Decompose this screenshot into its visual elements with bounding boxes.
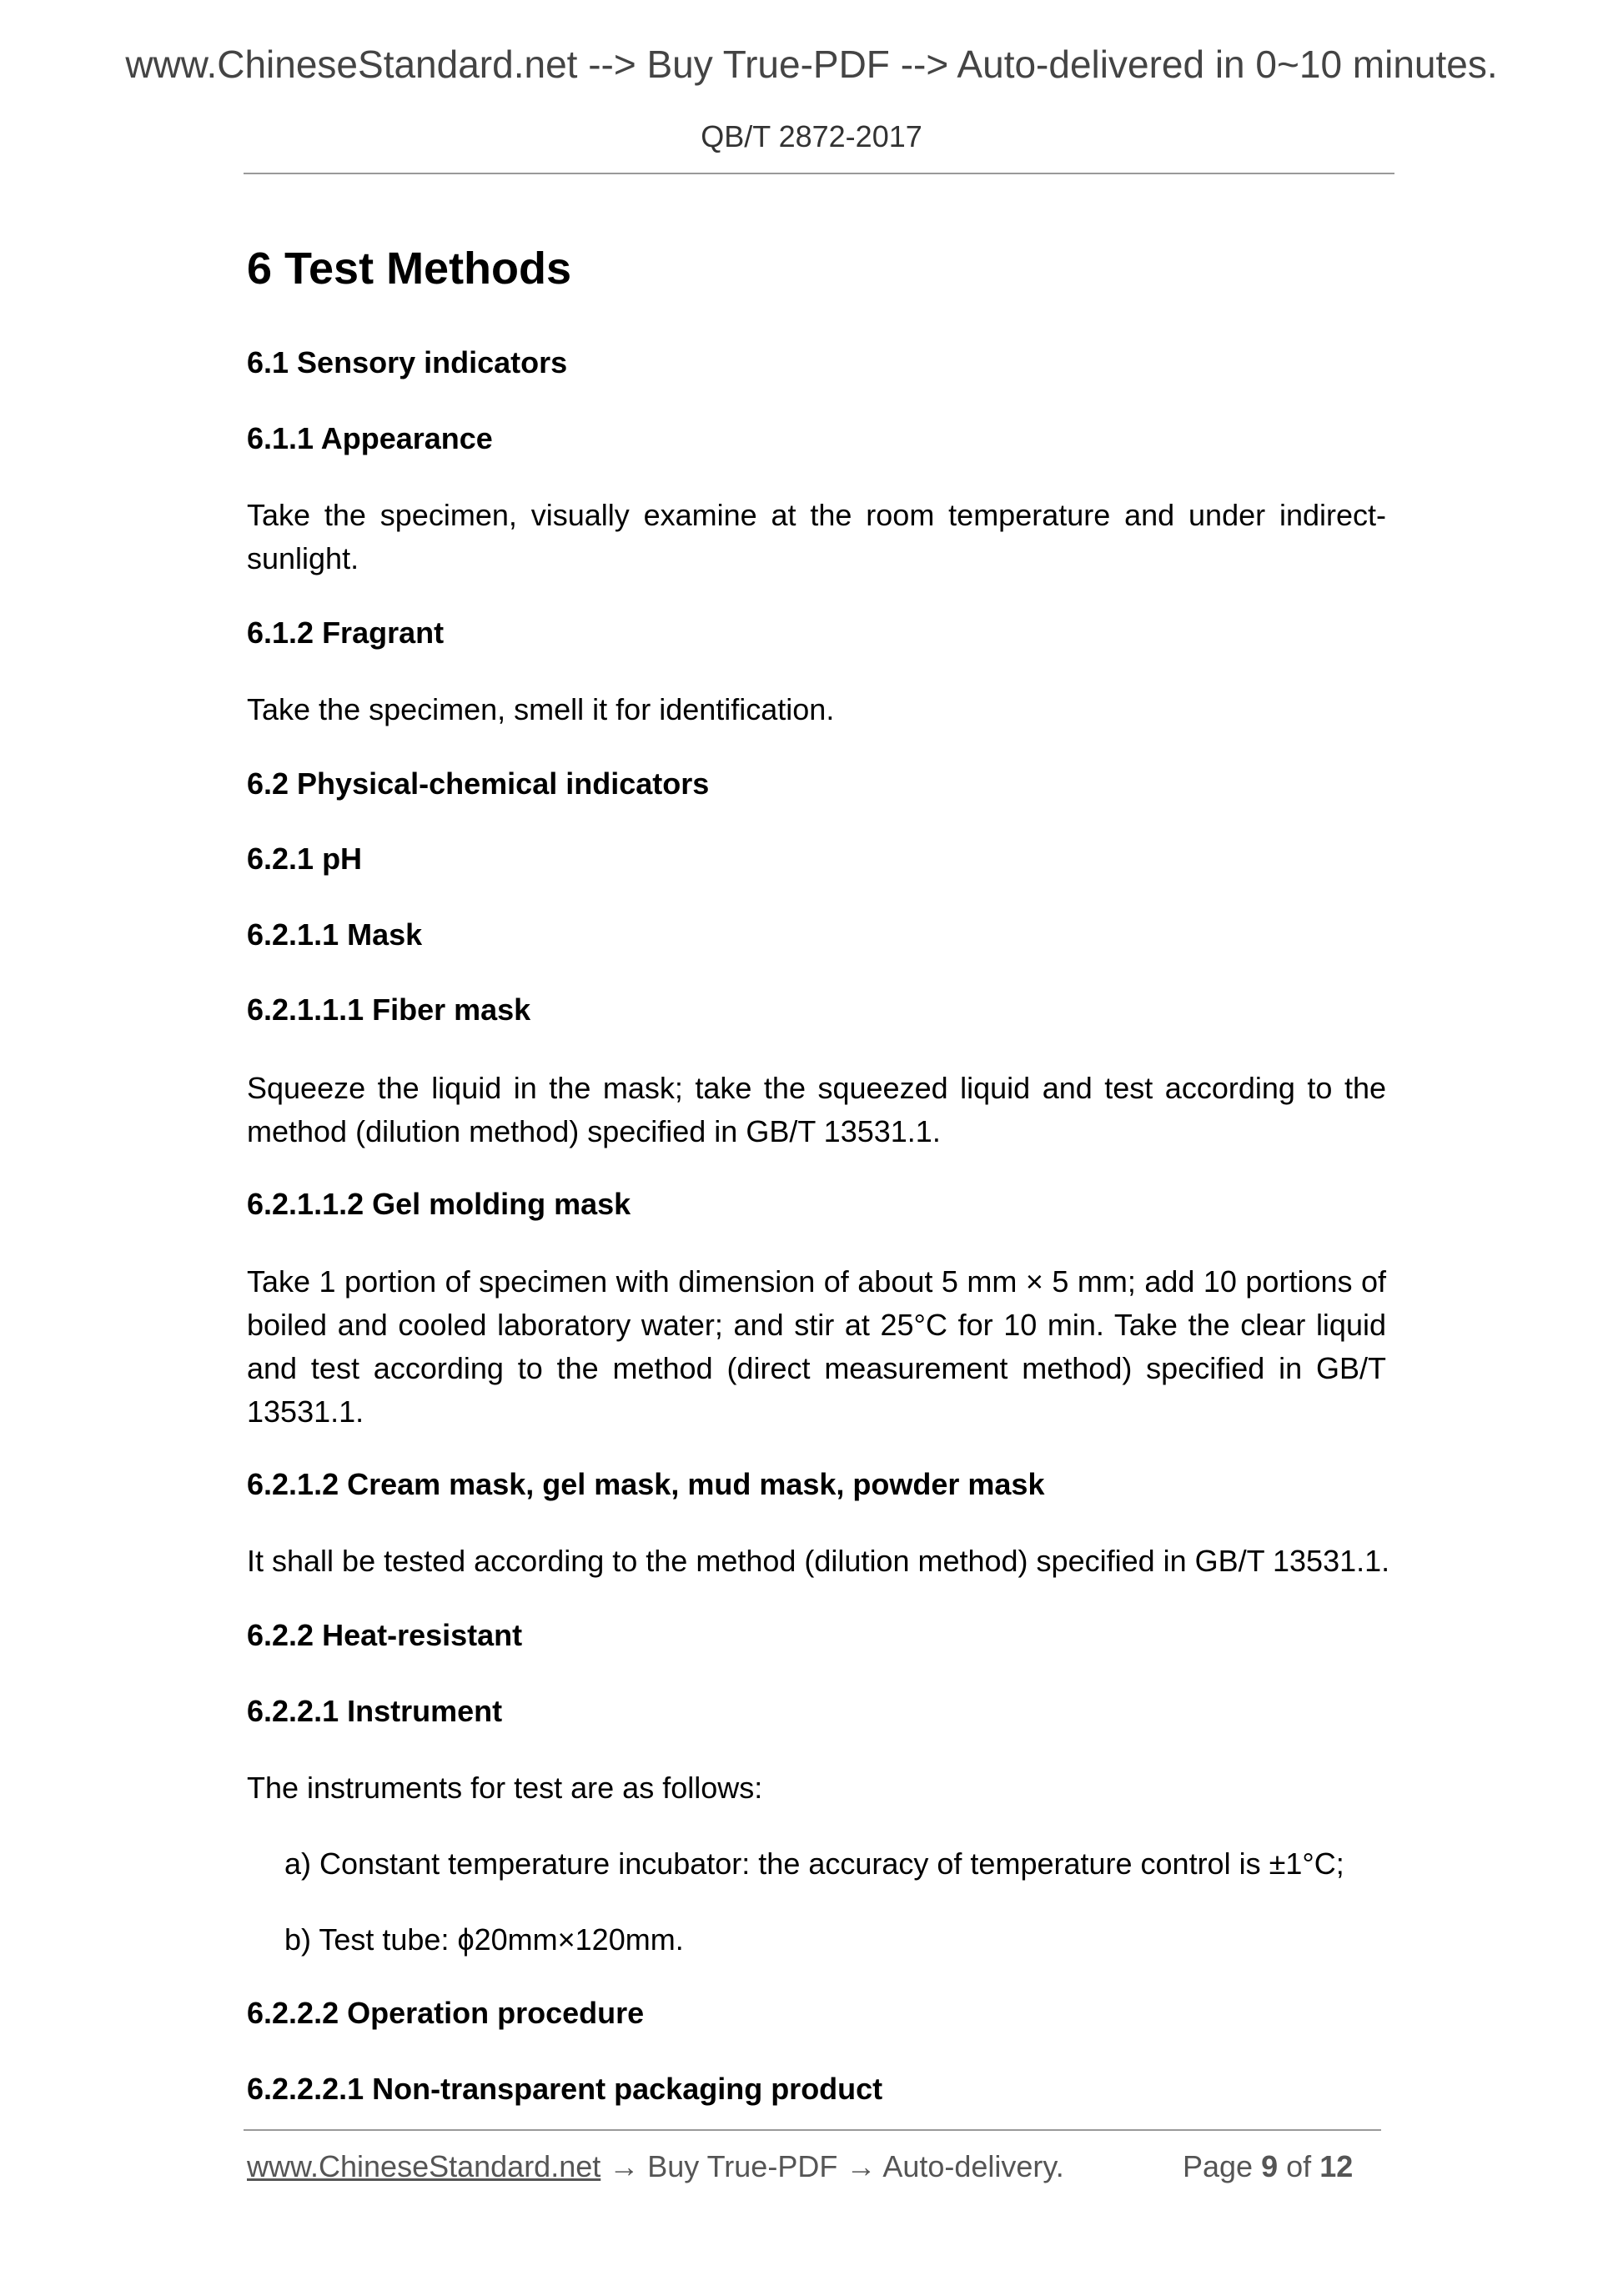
document-code: QB/T 2872-2017 [701, 119, 922, 153]
header-rule [244, 173, 1394, 174]
of-word: of [1286, 2149, 1312, 2183]
paragraph-6-2-2-1: The instruments for test are as follows: [247, 1771, 763, 1805]
heading-6-1-1: 6.1.1 Appearance [247, 421, 493, 455]
footer-promo-text: → Buy True-PDF → Auto-delivery. [600, 2149, 1064, 2183]
page-number: 9 [1261, 2149, 1279, 2183]
heading-6-2: 6.2 Physical-chemical indicators [247, 766, 710, 801]
heading-6-2-2-1: 6.2.2.1 Instrument [247, 1694, 503, 1728]
paragraph-6-1-2: Take the specimen, smell it for identification. [247, 692, 835, 726]
heading-6-2-2-2: 6.2.2.2 Operation procedure [247, 1996, 645, 2030]
heading-6-2-1-1-1: 6.2.1.1.1 Fiber mask [247, 992, 531, 1027]
footer-rule [244, 2129, 1381, 2131]
paragraph-6-1-1: Take the specimen, visually examine at the room temperature and under indirect-sunlight. [247, 498, 1386, 575]
paragraph-6-2-1-1-2: Take 1 portion of specimen with dimension of about 5 mm × 5 mm; add 10 portions of boiled and cooled laboratory water; and stir at 25°C for 10 min. Take the clear liquid and test according to the method (direct measurement method) specified in GB/T 13531.1. [247, 1264, 1386, 1429]
page-total: 12 [1319, 2149, 1354, 2183]
footer-promo [247, 2149, 1064, 2184]
heading-6-2-1-1-2: 6.2.1.1.2 Gel molding mask [247, 1187, 631, 1221]
page-counter [1183, 2149, 1353, 2184]
footer-site-link[interactable]: www.ChineseStandard.net [247, 2149, 601, 2183]
paragraph-6-2-1-2: It shall be tested according to the method (dilution method) specified in GB/T 13531.1. [247, 1544, 1390, 1578]
list-item-b: b) Test tube: ϕ20mm×120mm. [284, 1922, 684, 1957]
page-word: Page [1183, 2149, 1254, 2183]
top-banner: www.ChineseStandard.net --> Buy True-PDF --> Auto-delivered in 0~10 minutes. [125, 43, 1498, 86]
heading-6-2-1-1: 6.2.1.1 Mask [247, 917, 423, 952]
heading-6-1-2: 6.1.2 Fragrant [247, 615, 445, 650]
heading-6-2-1-2: 6.2.1.2 Cream mask, gel mask, mud mask, powder mask [247, 1467, 1045, 1501]
list-item-a: a) Constant temperature incubator: the accuracy of temperature control is ±1°C; [284, 1846, 1344, 1881]
paragraph-6-2-1-1-1: Squeeze the liquid in the mask; take the squeezed liquid and test according to the method (dilution method) specified in GB/T 13531.1. [247, 1071, 1386, 1148]
heading-6-1: 6.1 Sensory indicators [247, 345, 568, 379]
heading-6-2-1: 6.2.1 pH [247, 842, 363, 876]
heading-6-2-2-2-1: 6.2.2.2.1 Non-transparent packaging product [247, 2072, 883, 2106]
section-title: 6 Test Methods [247, 244, 572, 294]
heading-6-2-2: 6.2.2 Heat-resistant [247, 1618, 523, 1652]
